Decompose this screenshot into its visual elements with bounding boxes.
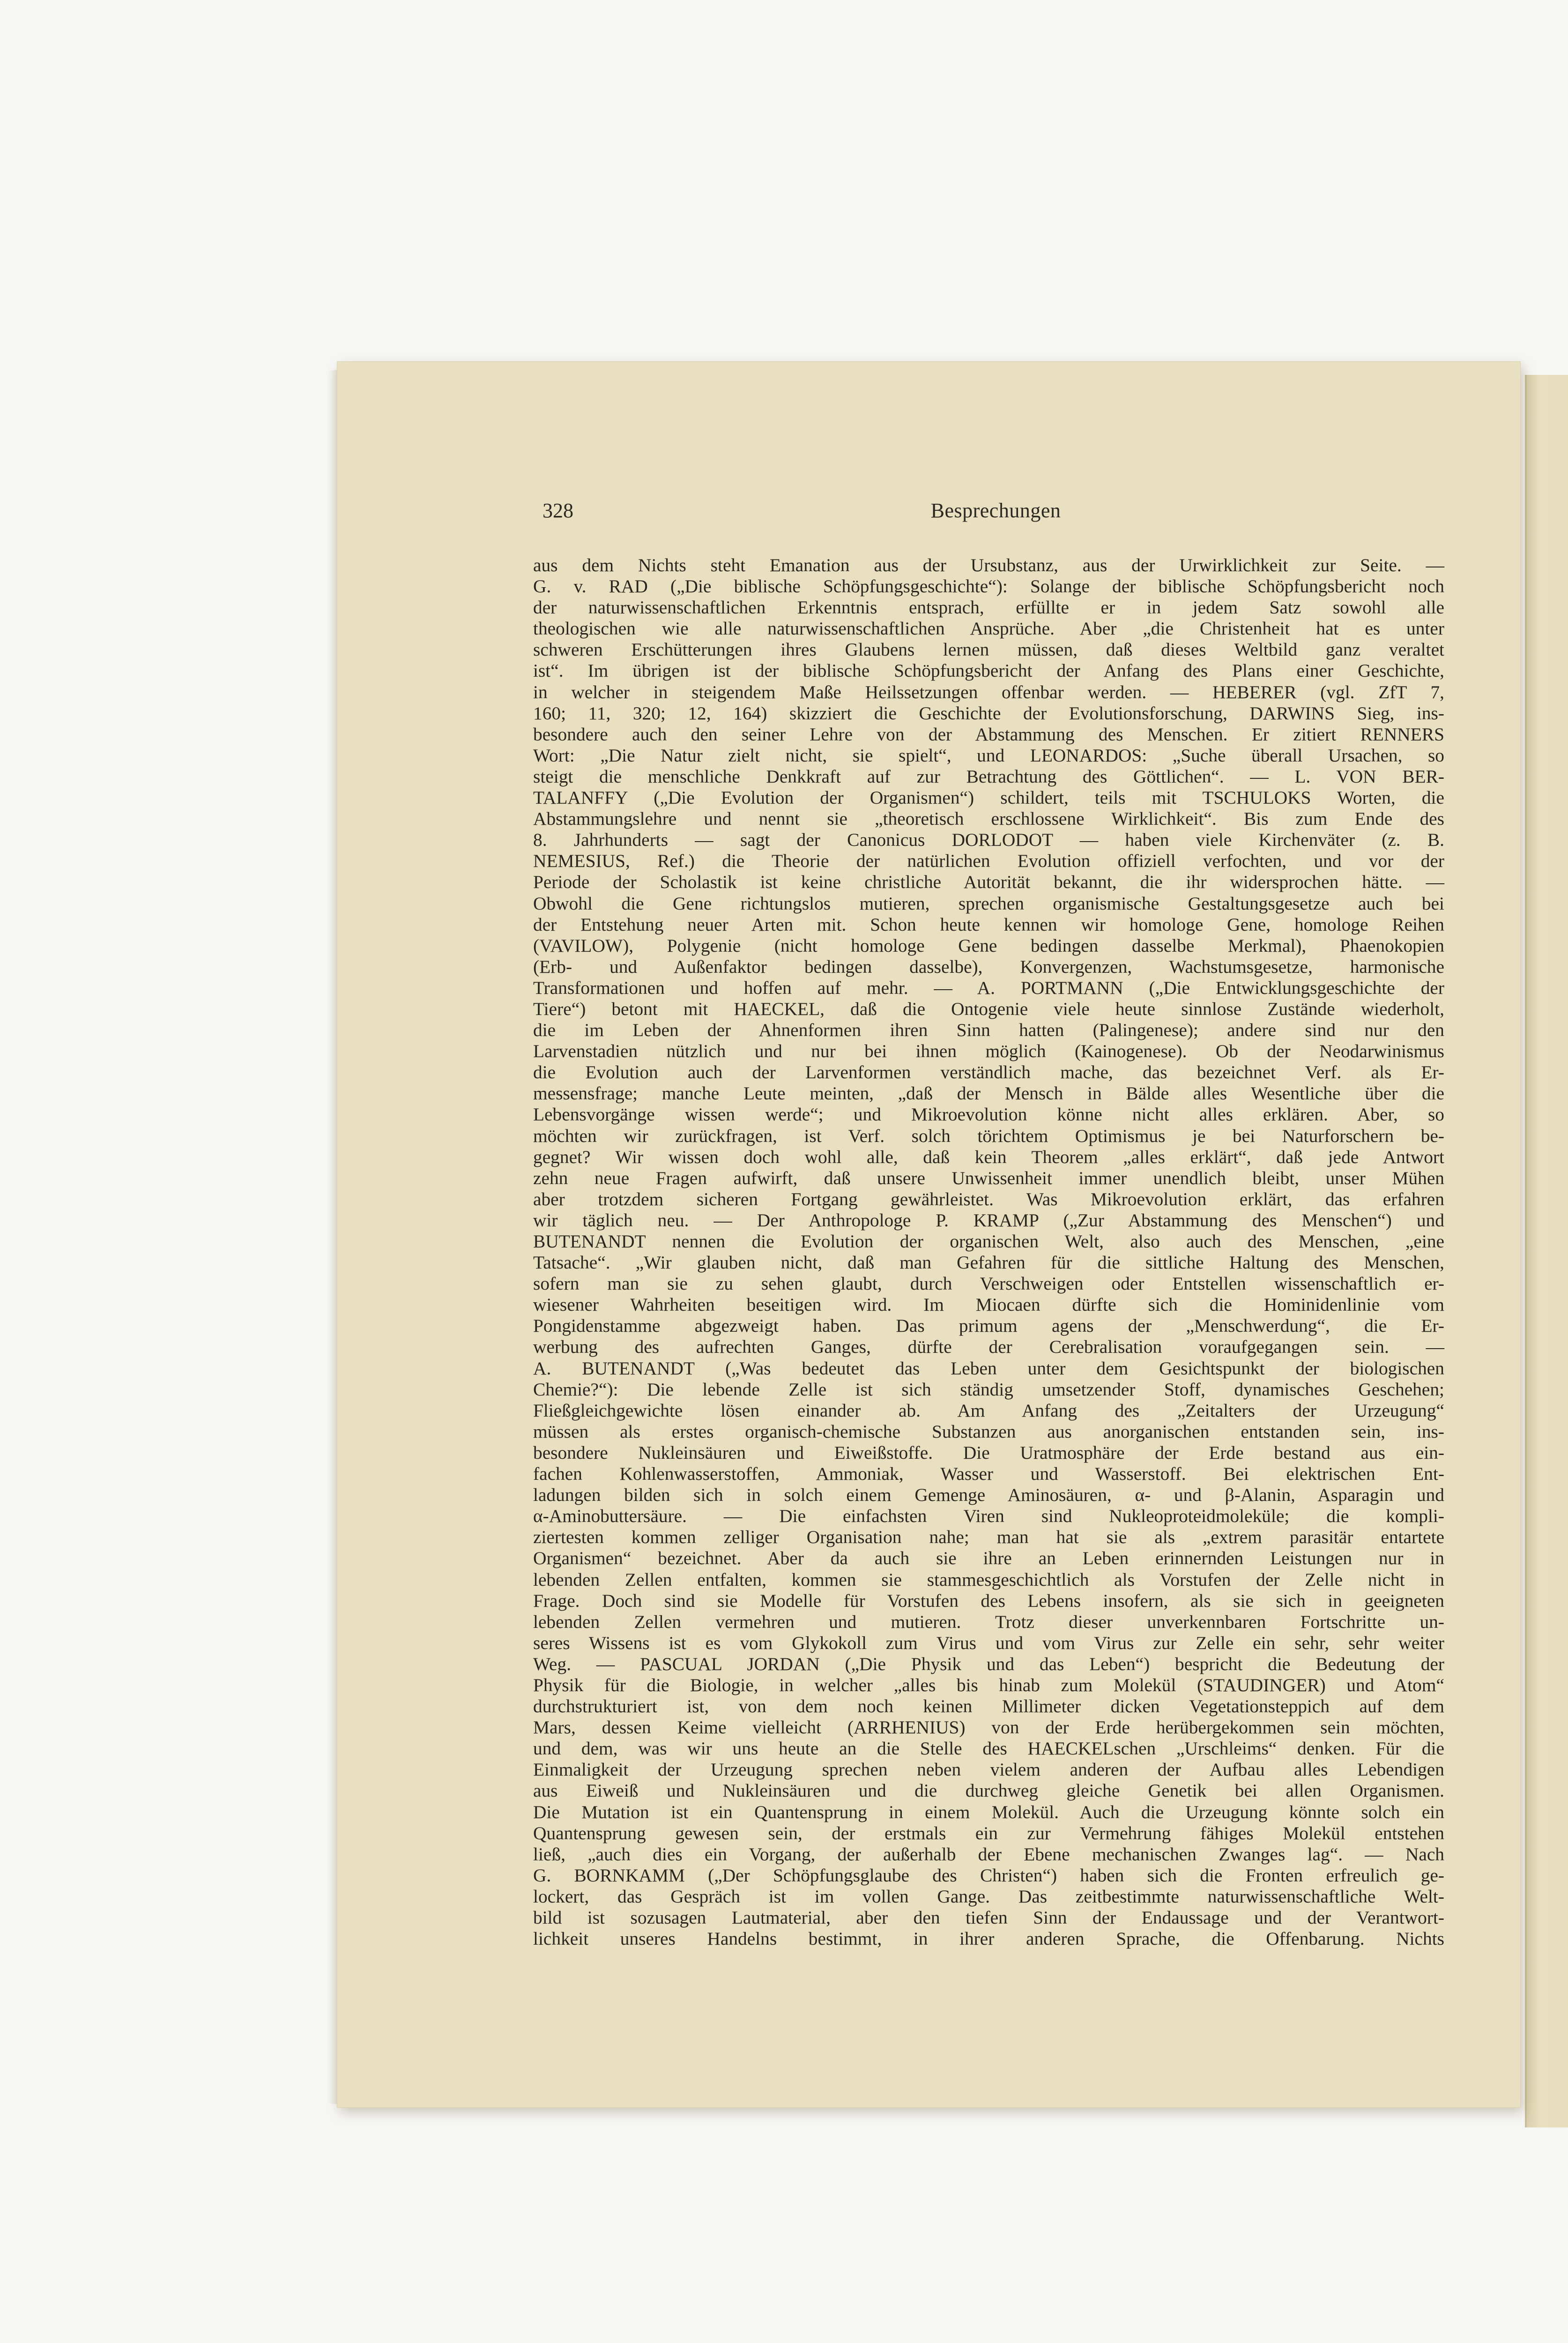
text-line: Tatsache“. „Wir glauben nicht, daß man Gefahren für die sittliche Haltung des Menschen,	[533, 1252, 1444, 1273]
text-line: NEMESIUS, Ref.) die Theorie der natürlichen Evolution offiziell verfochten, und vor der	[533, 851, 1444, 872]
review-body-text	[533, 555, 1444, 1949]
text-line: besondere auch den seiner Lehre von der Abstammung des Menschen. Er zitiert RENNERS	[533, 724, 1444, 745]
running-head: Besprechungen	[930, 499, 1061, 522]
text-line: aus Eiweiß und Nukleinsäuren und die durchweg gleiche Genetik bei allen Organismen.	[533, 1780, 1444, 1801]
text-line: gegnet? Wir wissen doch wohl alle, daß kein Theorem „alles erklärt“, daß jede Antwort	[533, 1146, 1444, 1167]
text-line: wir täglich neu. — Der Anthropologe P. KRAMP („Zur Abstammung des Menschen“) und	[533, 1209, 1444, 1231]
text-line: in welcher in steigendem Maße Heilssetzungen offenbar werden. — HEBERER (vgl. ZfT 7,	[533, 681, 1444, 702]
text-line: Transformationen und hoffen auf mehr. — A. PORTMANN („Die Entwicklungsgeschichte der	[533, 977, 1444, 998]
text-line: müssen als erstes organisch-chemische Substanzen aus anorganischen entstanden sein, ins-	[533, 1421, 1444, 1442]
text-line: α-Aminobuttersäure. — Die einfachsten Viren sind Nukleoproteidmoleküle; die kompli-	[533, 1506, 1444, 1527]
text-line: sofern man sie zu sehen glaubt, durch Verschweigen oder Entstellen wissenschaftlich er-	[533, 1273, 1444, 1294]
text-line: Organismen“ bezeichnet. Aber da auch sie ihre an Leben erinnernden Leistungen nur in	[533, 1548, 1444, 1569]
text-line: lockert, das Gespräch ist im vollen Gange. Das zeitbestimmte naturwissenschaftliche Welt-	[533, 1886, 1444, 1907]
text-line: die Evolution auch der Larvenformen verständlich mache, das bezeichnet Verf. als Er-	[533, 1062, 1444, 1083]
text-line: TALANFFY („Die Evolution der Organismen“) schildert, teils mit TSCHULOKS Worten, die	[533, 787, 1444, 808]
text-line: durchstrukturiert ist, von dem noch keinen Millimeter dicken Vegetationsteppich auf dem	[533, 1696, 1444, 1717]
text-line: aus dem Nichts steht Emanation aus der Ursubstanz, aus der Urwirklichkeit zur Seite. —	[533, 555, 1444, 575]
text-line: Larvenstadien nützlich und nur bei ihnen möglich (Kainogenese). Ob der Neodarwinismus	[533, 1041, 1444, 1062]
text-line: Mars, dessen Keime vielleicht (ARRHENIUS) von der Erde herübergekommen sein möchten,	[533, 1717, 1444, 1738]
text-line: lichkeit unseres Handelns bestimmt, in ihrer anderen Sprache, die Offenbarung. Nichts	[533, 1928, 1444, 1949]
text-line: der naturwissenschaftlichen Erkenntnis entsprach, erfüllte er in jedem Satz sowohl alle	[533, 597, 1444, 618]
text-line: die im Leben der Ahnenformen ihren Sinn hatten (Palingenese); andere sind nur den	[533, 1020, 1444, 1041]
text-line: Lebensvorgänge wissen werde“; und Mikroevolution könne nicht alles erklären. Aber, so	[533, 1104, 1444, 1125]
text-line: besondere Nukleinsäuren und Eiweißstoffe. Die Uratmosphäre der Erde bestand aus ein-	[533, 1442, 1444, 1463]
text-line: G. BORNKAMM („Der Schöpfungsglaube des Christen“) haben sich die Fronten erfreulich ge-	[533, 1865, 1444, 1886]
text-line: werbung des aufrechten Ganges, dürfte der Cerebralisation voraufgegangen sein. —	[533, 1336, 1444, 1358]
text-line: lebenden Zellen entfalten, kommen sie stammesgeschichtlich als Vorstufen der Zelle nicht in	[533, 1569, 1444, 1590]
text-line: Frage. Doch sind sie Modelle für Vorstufen des Lebens insofern, als sie sich in geeigneten	[533, 1590, 1444, 1611]
text-line: wiesener Wahrheiten beseitigen wird. Im Miocaen dürfte sich die Hominidenlinie vom	[533, 1294, 1444, 1315]
text-line: BUTENANDT nennen die Evolution der organischen Welt, also auch des Menschen, „eine	[533, 1231, 1444, 1252]
text-line: der Entstehung neuer Arten mit. Schon heute kennen wir homologe Gene, homologe Reihen	[533, 914, 1444, 935]
text-line: und dem, was wir uns heute an die Stelle des HAECKELschen „Urschleims“ denken. Für die	[533, 1738, 1444, 1759]
text-line: Weg. — PASCUAL JORDAN („Die Physik und das Leben“) bespricht die Bedeutung der	[533, 1653, 1444, 1674]
text-line: Pongidenstamme abgezweigt haben. Das primum agens der „Menschwerdung“, die Er-	[533, 1315, 1444, 1336]
text-line: steigt die menschliche Denkkraft auf zur Betrachtung des Göttlichen“. — L. VON BER-	[533, 766, 1444, 787]
text-line: Physik für die Biologie, in welcher „alles bis hinab zum Molekül (STAUDINGER) und Atom“	[533, 1674, 1444, 1695]
text-line: theologischen wie alle naturwissenschaftlichen Ansprüche. Aber „die Christenheit hat es unter	[533, 618, 1444, 639]
text-line: Obwohl die Gene richtungslos mutieren, sprechen organismische Gestaltungsgesetze auch bei	[533, 893, 1444, 914]
text-line: schweren Erschütterungen ihres Glaubens lernen müssen, daß dieses Weltbild ganz veraltet	[533, 639, 1444, 660]
text-line: lebenden Zellen vermehren und mutieren. Trotz dieser unverkennbaren Fortschritte un-	[533, 1611, 1444, 1632]
text-line: ladungen bilden sich in solch einem Gemenge Aminosäuren, α- und β-Alanin, Asparagin und	[533, 1485, 1444, 1506]
text-line: ließ, „auch dies ein Vorgang, der außerhalb der Ebene mechanischen Zwanges lag“. — Nach	[533, 1843, 1444, 1865]
text-line: (Erb- und Außenfaktor bedingen dasselbe), Konvergenzen, Wachstumsgesetze, harmonische	[533, 956, 1444, 977]
page-header	[542, 499, 1449, 531]
adjacent-page-edge	[1525, 375, 1568, 2127]
page-number: 328	[542, 499, 573, 522]
text-line: Abstammungslehre und nennt sie „theoretisch erschlossene Wirklichkeit“. Bis zum Ende des	[533, 808, 1444, 829]
text-line: Wort: „Die Natur zielt nicht, sie spielt“, und LEONARDOS: „Suche überall Ursachen, so	[533, 745, 1444, 766]
text-line: Tiere“) betont mit HAECKEL, daß die Ontogenie viele heute sinnlose Zustände wiederholt,	[533, 998, 1444, 1019]
text-line: Einmaligkeit der Urzeugung sprechen neben vielem anderen der Aufbau alles Lebendigen	[533, 1759, 1444, 1780]
text-line: fachen Kohlenwasserstoffen, Ammoniak, Wasser und Wasserstoff. Bei elektrischen Ent-	[533, 1463, 1444, 1485]
text-line: ziertesten kommen zelliger Organisation nahe; man hat sie als „extrem parasitär entartete	[533, 1527, 1444, 1548]
text-line: 160; 11, 320; 12, 164) skizziert die Geschichte der Evolutionsforschung, DARWINS Sieg, ins-	[533, 702, 1444, 724]
text-line: seres Wissens ist es vom Glykokoll zum Virus und vom Virus zur Zelle ein sehr, sehr weiter	[533, 1632, 1444, 1653]
text-line: G. v. RAD („Die biblische Schöpfungsgeschichte“): Solange der biblische Schöpfungsbericht noch	[533, 576, 1444, 597]
text-line: aber trotzdem sicheren Fortgang gewährleistet. Was Mikroevolution erklärt, das erfahren	[533, 1188, 1444, 1209]
text-line: Fließgleichgewichte lösen einander ab. Am Anfang des „Zeitalters der Urzeugung“	[533, 1400, 1444, 1421]
text-line: (VAVILOW), Polygenie (nicht homologe Gene bedingen dasselbe Merkmal), Phaenokopien	[533, 935, 1444, 956]
text-line: messensfrage; manche Leute meinten, „daß der Mensch in Bälde alles Wesentliche über die	[533, 1083, 1444, 1104]
text-line: möchten wir zurückfragen, ist Verf. solch törichtem Optimismus je bei Naturforschern be-	[533, 1125, 1444, 1146]
text-line: Die Mutation ist ein Quantensprung in einem Molekül. Auch die Urzeugung könnte solch ein	[533, 1801, 1444, 1822]
text-line: A. BUTENANDT („Was bedeutet das Leben unter dem Gesichtspunkt der biologischen	[533, 1358, 1444, 1379]
text-line: Quantensprung gewesen sein, der erstmals ein zur Vermehrung fähiges Molekül entstehen	[533, 1822, 1444, 1843]
text-line: 8. Jahrhunderts — sagt der Canonicus DORLODOT — haben viele Kirchenväter (z. B.	[533, 829, 1444, 851]
book-page	[337, 362, 1520, 2107]
text-line: zehn neue Fragen aufwirft, daß unsere Unwissenheit immer unendlich bleibt, unser Mühen	[533, 1167, 1444, 1188]
text-line: Chemie?“): Die lebende Zelle ist sich ständig umsetzender Stoff, dynamisches Geschehen;	[533, 1379, 1444, 1400]
text-line: bild ist sozusagen Lautmaterial, aber den tiefen Sinn der Endaussage und der Verantwort-	[533, 1907, 1444, 1928]
text-line: ist“. Im übrigen ist der biblische Schöpfungsbericht der Anfang des Plans einer Geschichte,	[533, 660, 1444, 681]
text-line: Periode der Scholastik ist keine christliche Autorität bekannt, die ihr widersprochen hätte. —	[533, 872, 1444, 893]
